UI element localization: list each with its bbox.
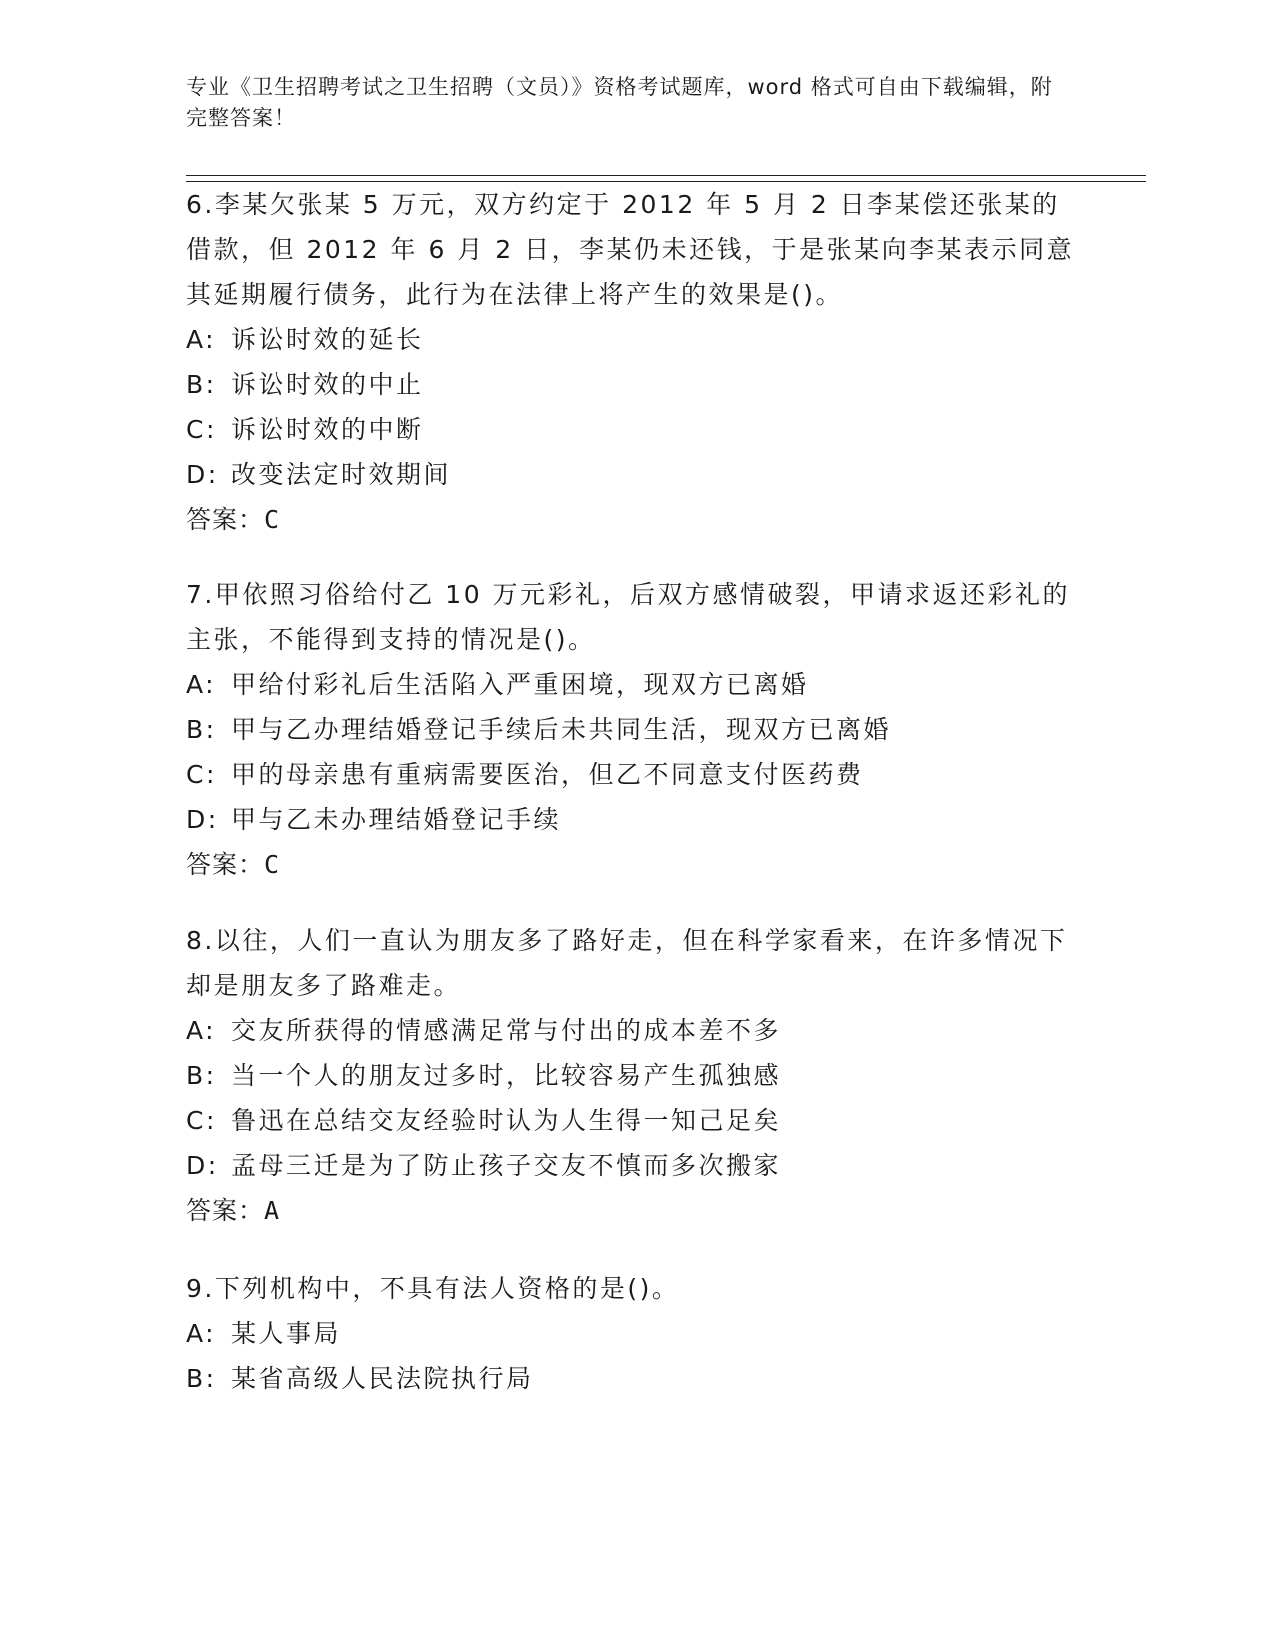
question-8	[186, 918, 1086, 1233]
option-b	[186, 1356, 1086, 1401]
answer-label: 答案：	[186, 505, 265, 534]
option-text: 某省高级人民法院执行局	[231, 1364, 534, 1393]
question-stem: 8.以往，人们一直认为朋友多了路好走，但在科学家看来，在许多情况下却是朋友多了路难走。	[186, 926, 1068, 1000]
option-d	[186, 1143, 1086, 1188]
question-stem: 6.李某欠张某 5 万元，双方约定于 2012 年 5 月 2 日李某偿还张某的借款，但 2012 年 6 月 2 日，李某仍未还钱，于是张某向李某表示同意其延期履行债务，此行为在法律上将产生的效果是()。	[186, 190, 1075, 309]
option-text: 诉讼时效的延长	[231, 325, 424, 354]
option-a	[186, 662, 1086, 707]
question-stem: 7.甲依照习俗给付乙 10 万元彩礼，后双方感情破裂，甲请求返还彩礼的主张，不能得到支持的情况是()。	[186, 580, 1071, 654]
option-text: 某人事局	[231, 1319, 342, 1348]
header-rule-top	[186, 175, 1146, 176]
option-a	[186, 1311, 1086, 1356]
option-letter: A:	[186, 325, 217, 354]
answer-line	[186, 842, 1086, 887]
option-text: 诉讼时效的中断	[231, 415, 424, 444]
option-letter: D:	[186, 460, 219, 489]
option-a	[186, 317, 1086, 362]
answer-value: A	[264, 1196, 281, 1225]
option-b	[186, 362, 1086, 407]
question-6	[186, 182, 1086, 542]
option-letter: B:	[186, 370, 217, 399]
option-text: 交友所获得的情感满足常与付出的成本差不多	[231, 1016, 782, 1045]
option-a	[186, 1008, 1086, 1053]
option-letter: B:	[186, 1061, 217, 1090]
option-letter: A:	[186, 1016, 217, 1045]
option-letter: C:	[186, 415, 217, 444]
option-b	[186, 1053, 1086, 1098]
option-letter: D:	[186, 805, 219, 834]
option-letter: A:	[186, 1319, 217, 1348]
option-text: 鲁迅在总结交友经验时认为人生得一知己足矣	[231, 1106, 782, 1135]
option-text: 改变法定时效期间	[231, 460, 452, 489]
option-c	[186, 752, 1086, 797]
question-9	[186, 1266, 1086, 1401]
option-letter: C:	[186, 1106, 217, 1135]
option-text: 当一个人的朋友过多时，比较容易产生孤独感	[231, 1061, 782, 1090]
option-letter: B:	[186, 1364, 217, 1393]
option-b	[186, 707, 1086, 752]
question-7	[186, 572, 1086, 887]
option-text: 甲与乙办理结婚登记手续后未共同生活，现双方已离婚	[231, 715, 892, 744]
answer-line	[186, 1188, 1086, 1233]
option-text: 诉讼时效的中止	[231, 370, 424, 399]
option-letter: D:	[186, 1151, 219, 1180]
answer-value: C	[264, 850, 281, 879]
answer-line	[186, 497, 1086, 542]
answer-value: C	[264, 505, 281, 534]
question-stem: 9.下列机构中，不具有法人资格的是()。	[186, 1274, 680, 1303]
option-letter: B:	[186, 715, 217, 744]
option-c	[186, 1098, 1086, 1143]
option-letter: A:	[186, 670, 217, 699]
option-d	[186, 452, 1086, 497]
option-text: 孟母三迁是为了防止孩子交友不慎而多次搬家	[231, 1151, 782, 1180]
option-text: 甲给付彩礼后生活陷入严重困境，现双方已离婚	[231, 670, 809, 699]
answer-label: 答案：	[186, 1196, 265, 1225]
answer-label: 答案：	[186, 850, 265, 879]
option-text: 甲的母亲患有重病需要医治，但乙不同意支付医药费	[231, 760, 864, 789]
option-d	[186, 797, 1086, 842]
option-text: 甲与乙未办理结婚登记手续	[231, 805, 562, 834]
option-c	[186, 407, 1086, 452]
document-header: 专业《卫生招聘考试之卫生招聘（文员）》资格考试题库，word 格式可自由下载编辑，附完整答案！	[186, 75, 1053, 130]
option-letter: C:	[186, 760, 217, 789]
